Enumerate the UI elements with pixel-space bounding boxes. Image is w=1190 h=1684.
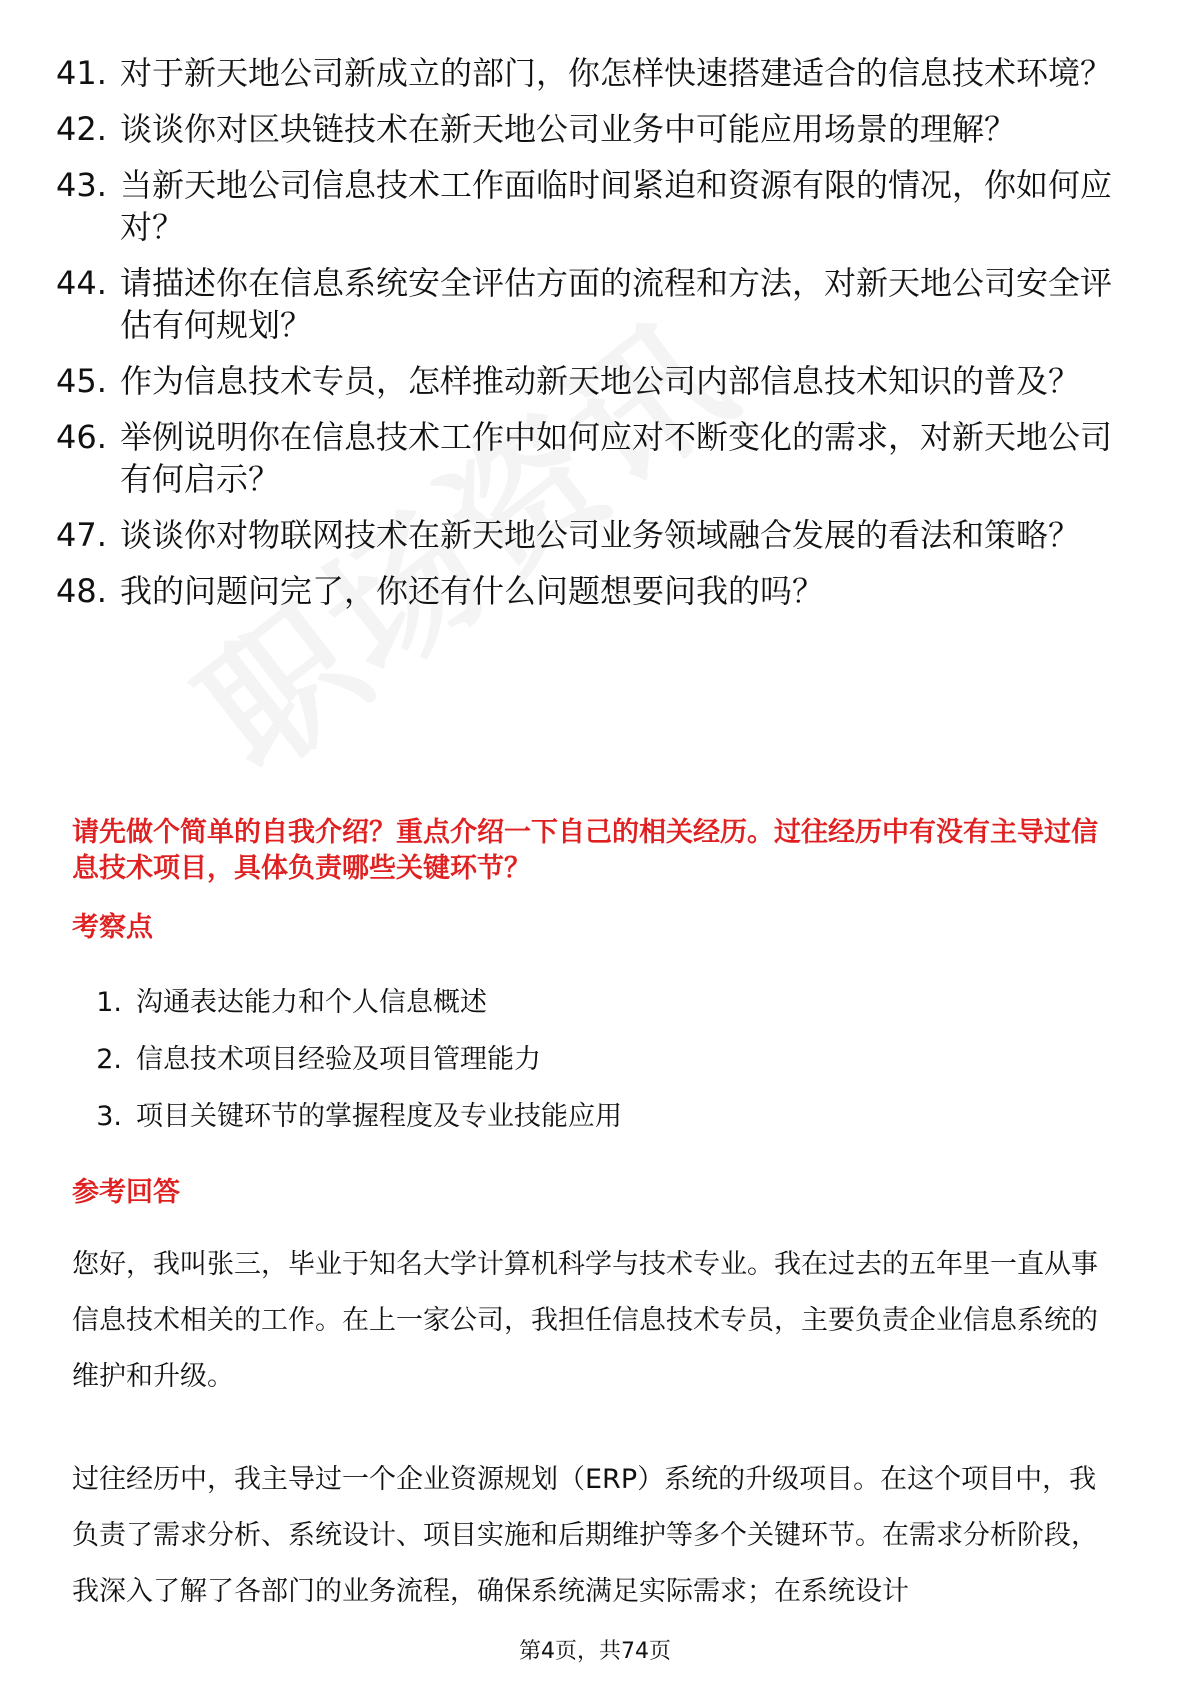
- question-item: 46. 举例说明你在信息技术工作中如何应对不断变化的需求，对新天地公司有何启示？: [56, 418, 1113, 498]
- answer-paragraph-2: 过往经历中，我主导过一个企业资源规划（ERP）系统的升级项目。在这个项目中，我负责了需求分析、系统设计、项目实施和后期维护等多个关键环节。在需求分析阶段，我深入了解了各部门的业务流程，确保系统满足实际需求；在系统设计: [72, 1464, 1098, 1607]
- point-item: 3. 项目关键环节的掌握程度及专业技能应用: [96, 1101, 622, 1132]
- answer-title: 参考回答: [72, 1177, 180, 1208]
- points-title: 考察点: [72, 912, 153, 943]
- question-item: 45. 作为信息技术专员，怎样推动新天地公司内部信息技术知识的普及？: [56, 362, 1081, 400]
- question-item: 48. 我的问题问完了，你还有什么问题想要问我的吗？: [56, 572, 825, 610]
- page-footer: 第4页，共74页: [519, 1639, 671, 1664]
- question-item: 47. 谈谈你对物联网技术在新天地公司业务领域融合发展的看法和策略？: [56, 516, 1081, 554]
- highlight-question: 请先做个简单的自我介绍？重点介绍一下自己的相关经历。过往经历中有没有主导过信息技术项目，具体负责哪些关键环节？: [72, 817, 1098, 884]
- answer-paragraph-1: 您好，我叫张三，毕业于知名大学计算机科学与技术专业。我在过去的五年里一直从事信息技术相关的工作。在上一家公司，我担任信息技术专员，主要负责企业信息系统的维护和升级。: [72, 1249, 1098, 1392]
- points-list: [72, 985, 1122, 1156]
- question-item: 42. 谈谈你对区块链技术在新天地公司业务中可能应用场景的理解？: [56, 110, 1017, 148]
- question-item: 43. 当新天地公司信息技术工作面临时间紧迫和资源有限的情况，你如何应对？: [56, 166, 1113, 246]
- point-item: 2. 信息技术项目经验及项目管理能力: [96, 1044, 541, 1075]
- question-list: [56, 52, 1116, 626]
- point-item: 1. 沟通表达能力和个人信息概述: [96, 987, 487, 1018]
- question-item: 41. 对于新天地公司新成立的部门，你怎样快速搭建适合的信息技术环境？: [56, 54, 1113, 92]
- question-item: 44. 请描述你在信息系统安全评估方面的流程和方法，对新天地公司安全评估有何规划？: [56, 264, 1113, 344]
